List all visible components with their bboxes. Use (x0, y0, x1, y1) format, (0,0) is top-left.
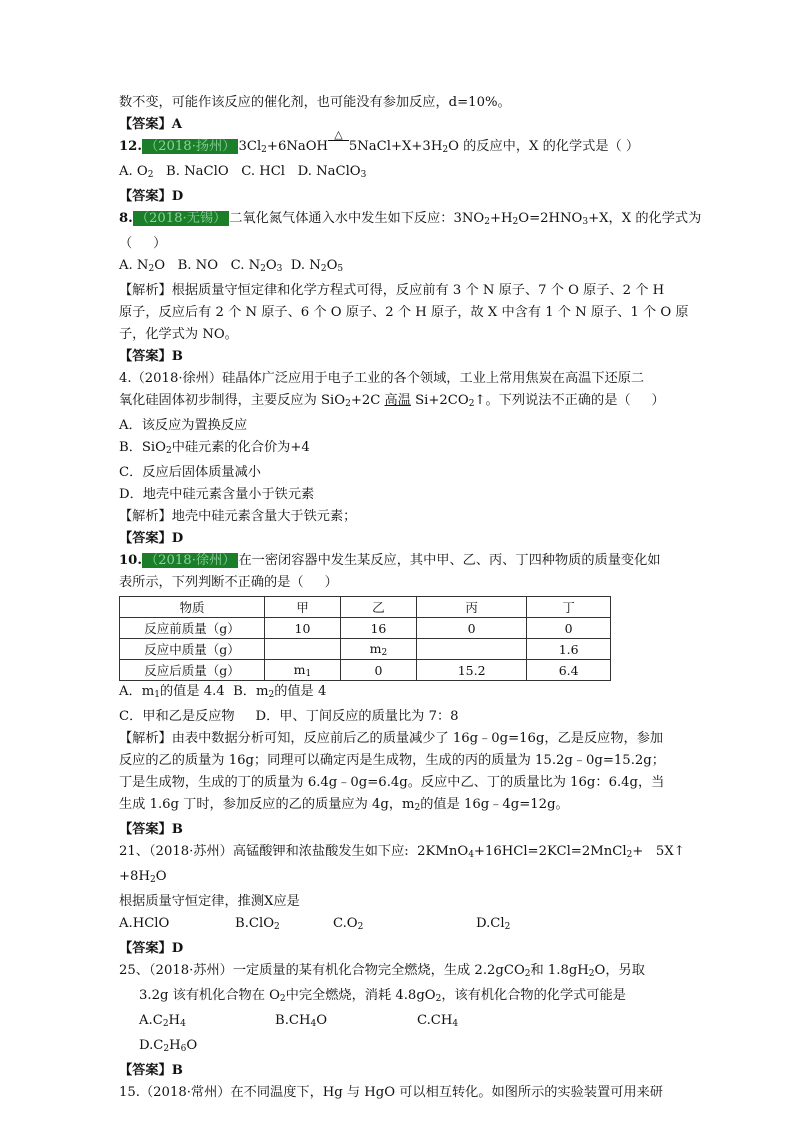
subscript: 2 (147, 170, 154, 180)
table-row (120, 639, 611, 660)
formula-text: +8H (119, 869, 150, 884)
options (119, 1010, 679, 1035)
subscript: 2 (442, 145, 449, 155)
formula-text: 3Cl (238, 139, 262, 154)
formula-text: + 5X↑ (632, 844, 685, 859)
subscript: 2 (261, 145, 267, 155)
question-text: O，另取 (594, 963, 645, 978)
table-cell: 丙 (416, 597, 526, 618)
formula-text: 5NaCl+X+3H (348, 139, 443, 154)
question-21 (119, 841, 685, 866)
subscript: 2 (320, 264, 327, 274)
table-row (120, 660, 611, 681)
option-text: O (186, 1038, 198, 1053)
explanation-text: 的值是 16g﹣4g=12g。 (420, 797, 569, 812)
table-cell: 物质 (120, 597, 265, 618)
subscript: 2 (484, 217, 490, 227)
option-text: D.Cl (476, 916, 505, 931)
question-number: 12. (119, 139, 142, 154)
question-text: 3.2g 该有机化合物在 O (139, 988, 280, 1003)
source-tag: （2018·无锡） (133, 211, 230, 226)
question-text: O 的反应中，X 的化学式是（ ） (448, 139, 640, 154)
option-text: H (169, 1038, 181, 1053)
subscript: 2 (468, 399, 475, 409)
subscript: 4 (468, 850, 474, 860)
formula-text: +6NaOH (266, 139, 329, 154)
option-text: A. O (119, 164, 148, 179)
source-tag: （2018·扬州） (142, 139, 239, 154)
table-cell: 1.6 (527, 639, 611, 660)
option-c: C．反应后固体质量减小 (119, 465, 261, 480)
subscript: 6 (180, 1044, 187, 1054)
option-a: A．该反应为置换反应 (119, 418, 248, 433)
subscript: 3 (360, 170, 367, 180)
subscript: 2 (345, 399, 351, 409)
option-text: A.C (139, 1013, 163, 1028)
option-text: H (168, 1013, 181, 1028)
option-text: O (316, 1013, 328, 1028)
explanation (119, 794, 679, 819)
answer: 【答案】B (119, 1063, 183, 1078)
subscript: 2 (381, 647, 388, 658)
heating-condition-icon (328, 136, 349, 158)
subscript: 2 (512, 217, 519, 227)
option-text: 的值是 4.4 B．m (159, 684, 269, 699)
option-d (476, 916, 510, 931)
explanation: 原子，反应后有 2 个 N 原子、6 个 O 原子、2 个 H 原子，故 X 中含有 1 个 N 原子、1 个 O 原 (119, 305, 689, 320)
options: C．甲和乙是反应物 D．甲、丁间反应的质量比为 7：8 (119, 709, 459, 724)
option-text: B.ClO (235, 916, 275, 931)
subscript: 2 (163, 1044, 170, 1054)
answer: 【答案】D (119, 189, 184, 204)
subscript: 2 (165, 446, 172, 456)
question-text: 和 1.8gH (530, 963, 589, 978)
subscript: 2 (279, 994, 286, 1004)
question-text: （ ） (119, 236, 167, 251)
subscript: 3 (276, 264, 283, 274)
table-cell (265, 639, 341, 660)
question-12 (119, 136, 679, 161)
option-text: O (326, 258, 338, 273)
mass-change-table (119, 596, 611, 681)
option-b (119, 437, 679, 462)
subscript: 4 (452, 1019, 459, 1029)
question-number: 8. (119, 211, 133, 226)
question-text (119, 985, 679, 1010)
subscript: 5 (337, 264, 344, 274)
subscript: 3 (582, 217, 589, 227)
subscript: 2 (274, 922, 280, 932)
subscript: 2 (524, 969, 531, 979)
option-text: C.O (333, 916, 358, 931)
answer: 【答案】B (119, 349, 183, 364)
subscript: 4 (310, 1019, 317, 1029)
table-cell: 0 (527, 618, 611, 639)
formula-line (119, 866, 679, 891)
question-number: 10. (119, 553, 142, 568)
question-text: +X，X 的化学式为 (588, 211, 702, 226)
option-text: A. N (119, 258, 149, 273)
table-cell: 反应后质量（g） (120, 660, 265, 681)
question-text: 表所示，下列判断不正确的是（ ） (119, 575, 338, 590)
question-text: 根据质量守恒定律，推测X应是 (119, 894, 300, 909)
options (119, 681, 679, 706)
table-cell: 甲 (265, 597, 341, 618)
options (119, 255, 679, 280)
options (119, 161, 679, 186)
subscript: 2 (588, 969, 595, 979)
option-d (119, 1035, 679, 1060)
option-text: O B. NO C. N (154, 258, 261, 273)
table-row (120, 618, 611, 639)
question-4: 4.（2018·徐州）硅晶体广泛应用于电子工业的各个领域，工业上常用焦炭在高温下还原二 (119, 371, 645, 386)
table-cell: 15.2 (416, 660, 526, 681)
document-page (119, 92, 702, 1104)
subscript: 2 (268, 690, 275, 700)
option-a: A.HClO (119, 916, 170, 931)
subscript: 2 (414, 803, 421, 813)
subscript: 1 (154, 690, 160, 700)
option-text: O (265, 258, 277, 273)
subscript: 4 (180, 1019, 186, 1029)
option-text: 的值是 4 (274, 684, 327, 699)
table-cell: 6.4 (527, 660, 611, 681)
question-text: 氧化硅固体初步制得，主要反应为 SiO (119, 393, 346, 408)
question-text: 在一密闭容器中发生某反应，其中甲、乙、丙、丁四种物质的质量变化如 (238, 553, 661, 568)
subscript: 2 (504, 922, 511, 932)
subscript: 2 (357, 922, 364, 932)
explanation-text: 生成 1.6g 丁时，参加反应的乙的质量应为 4g，m (119, 797, 415, 812)
question-text: ↑。下列说法不正确的是（ ） (474, 393, 665, 408)
formula-text: O (155, 869, 167, 884)
formula-text: +2C (350, 393, 385, 408)
question-text (119, 390, 679, 415)
option-c (417, 1013, 458, 1028)
options (119, 913, 679, 938)
option-text: B.CH (275, 1013, 311, 1028)
subscript: 2 (162, 1019, 169, 1029)
table-cell: 反应前质量（g） (120, 618, 265, 639)
answer: 【答案】A (119, 117, 182, 132)
table-cell (340, 639, 416, 660)
option-text: D.C (139, 1038, 164, 1053)
cell-text: m (369, 640, 382, 656)
table-cell: 反应中质量（g） (120, 639, 265, 660)
table-cell (416, 639, 526, 660)
question-text: 25、（2018·苏州）一定质量的某有机化合物完全燃烧，生成 2.2gCO (119, 963, 525, 978)
reaction-condition: 高温 (384, 393, 411, 408)
explanation: 【解析】根据质量守恒定律和化学方程式可得，反应前有 3 个 N 原子、7 个 O 原子、2 个 H (119, 283, 665, 298)
question-25 (119, 960, 679, 985)
formula-text: Si+2CO (410, 393, 469, 408)
option-c (333, 913, 476, 938)
question-15: 15.（2018·常州）在不同温度下，Hg 与 HgO 可以相互转化。如图所示的实验装置可用来研 (119, 1085, 663, 1100)
subscript: 2 (260, 264, 266, 274)
table-cell (265, 660, 341, 681)
formula-text: O=2HNO (518, 211, 583, 226)
answer: 【答案】D (119, 531, 184, 546)
option-text: C.CH (417, 1013, 453, 1028)
option-b (275, 1010, 417, 1035)
question-text: 二氧化氮气体通入水中发生如下反应：3NO (229, 211, 485, 226)
option-a (139, 1010, 275, 1035)
table-cell: 0 (416, 618, 526, 639)
table-cell: 0 (340, 660, 416, 681)
option-b (235, 913, 333, 938)
table-cell: 丁 (527, 597, 611, 618)
formula-text: +H (489, 211, 513, 226)
table-cell: 10 (265, 618, 341, 639)
option-text: B．SiO (119, 440, 166, 455)
explanation: 【解析】由表中数据分析可知，反应前后乙的质量减少了 16g﹣0g=16g，乙是反应物，参加 (119, 731, 664, 746)
formula-text: +16HCl=2KCl=2MnCl (473, 844, 627, 859)
answer: 【答案】D (119, 941, 184, 956)
subscript: 2 (626, 850, 633, 860)
subscript: 1 (305, 668, 312, 679)
text-line: 数不变，可能作该反应的催化剂，也可能没有参加反应，d=10%。 (119, 95, 511, 110)
question-8 (119, 208, 702, 233)
table-header (120, 597, 611, 618)
cell-text: m (293, 661, 306, 677)
question-10 (119, 550, 679, 572)
explanation: 丁是生成物，生成的丁的质量为 6.4g﹣0g=6.4g。反应中乙、丁的质量比为 16g：6.4g，当 (119, 775, 665, 790)
table-cell: 乙 (340, 597, 416, 618)
option-text: B. NaClO C. HCl D. NaClO (153, 164, 361, 179)
option-text: D. N (282, 258, 321, 273)
explanation: 反应的乙的质量为 16g；同理可以确定丙是生成物，生成的丙的质量为 15.2g﹣0g=15.2g； (119, 753, 665, 768)
subscript: 2 (149, 875, 156, 885)
option-text: A．m (119, 684, 155, 699)
table-cell: 16 (340, 618, 416, 639)
question-text: 中完全燃烧，消耗 4.8gO (285, 988, 436, 1003)
question-text: ，该有机化合物的化学式可能是 (441, 988, 626, 1003)
explanation: 【解析】地壳中硅元素含量大于铁元素； (119, 509, 357, 524)
answer: 【答案】B (119, 822, 183, 837)
option-text: 中硅元素的化合价为+4 (171, 440, 310, 455)
source-tag: （2018·徐州） (142, 553, 239, 568)
option-d: D．地壳中硅元素含量小于铁元素 (119, 487, 315, 502)
subscript: 2 (435, 994, 442, 1004)
subscript: 2 (148, 264, 155, 274)
question-text: 21、（2018·苏州）高锰酸钾和浓盐酸发生如下应: 2KMnO (119, 844, 469, 859)
explanation: 子，化学式为 NO。 (119, 327, 238, 342)
